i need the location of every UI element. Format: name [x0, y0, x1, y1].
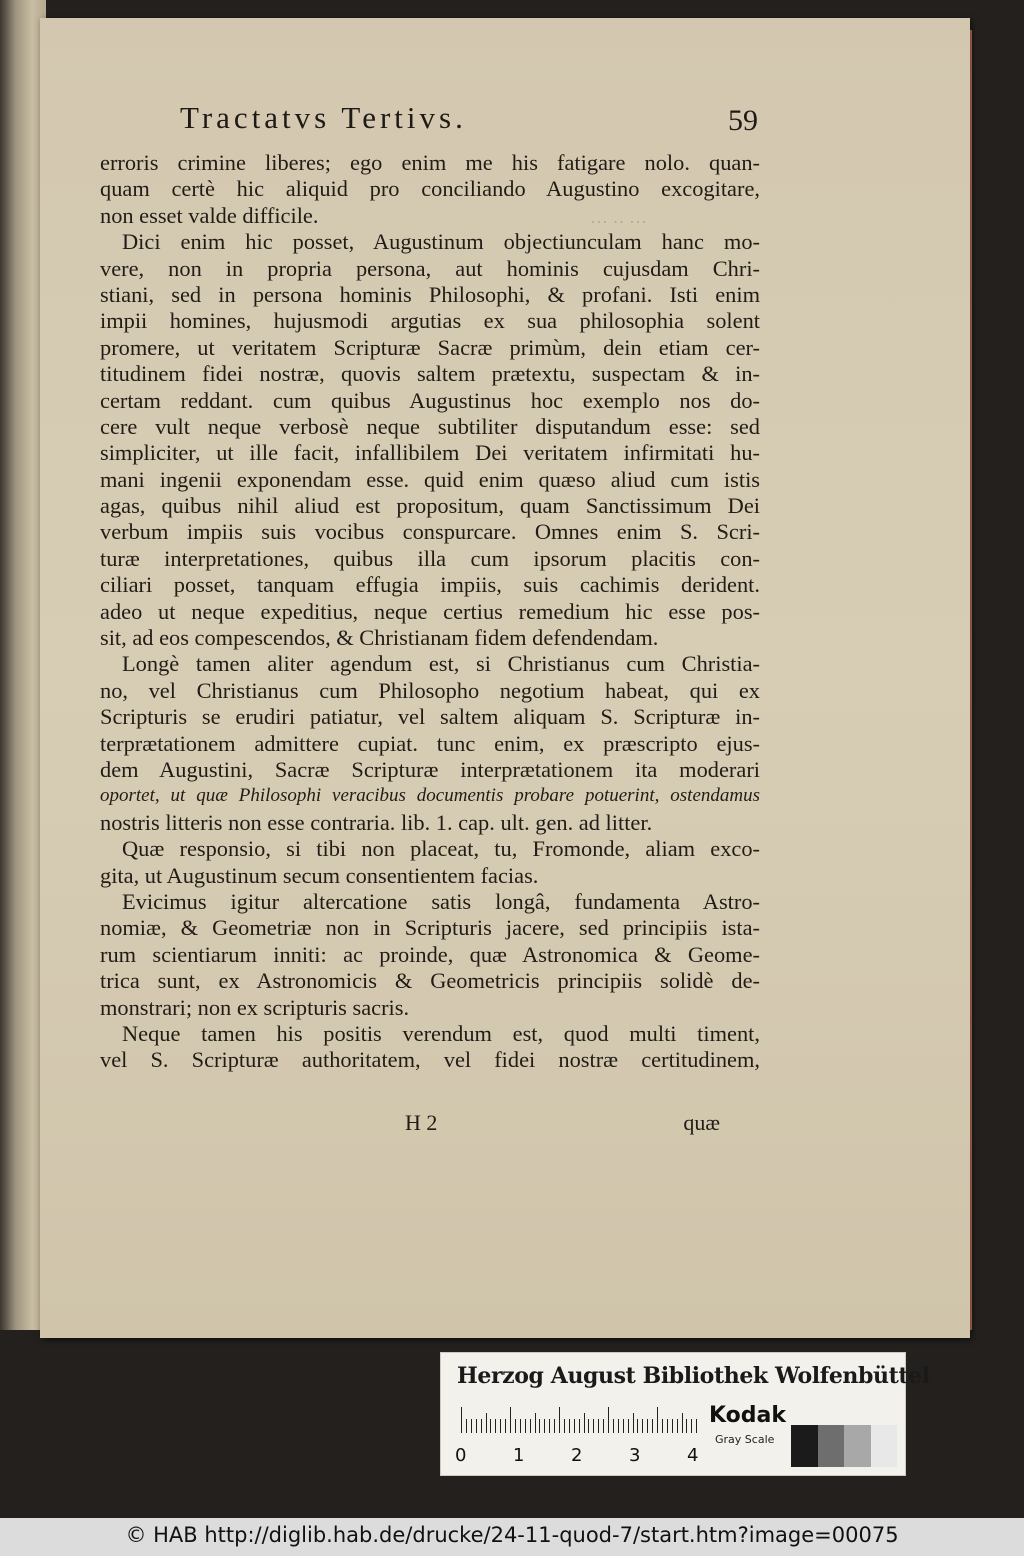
text-line: erroris crimine liberes; ego enim me his fatigare nolo. quan- [100, 150, 760, 175]
text-line: non esset valde difficile. [100, 202, 319, 228]
ruler-tick [515, 1419, 516, 1433]
library-name: Herzog August Bibliothek Wolfenbüttel [457, 1363, 930, 1389]
text-line: promere, ut veritatem Scripturæ Sacræ primùm, dein etiam cer- [100, 334, 760, 360]
gray-scale-label: Gray Scale [715, 1433, 775, 1446]
ruler-tick [530, 1419, 531, 1433]
text-line: adeo ut neque expeditius, neque certius remedium hic esse pos- [100, 598, 760, 624]
ruler-tick [495, 1419, 496, 1433]
text-line: gita, ut Augustinum secum consentientem facias. [100, 862, 539, 888]
text-line: Neque tamen his positis verendum est, quod multi timent, [122, 1020, 760, 1046]
gray-swatch [791, 1425, 818, 1467]
text-line: oportet, ut quæ Philosophi veracibus documentis probare potuerint, ostendamus [100, 785, 760, 807]
gray-swatch [844, 1425, 871, 1467]
gray-swatch [818, 1425, 845, 1467]
text-line: sit, ad eos compescendos, & Christianam fidem defendendam. [100, 625, 659, 651]
text-line: simpliciter, ut ille facit, infallibilem Dei veritatem infirmitati hu- [100, 440, 760, 466]
ruler-tick [471, 1419, 472, 1433]
ruler-tick [598, 1419, 599, 1433]
ruler-tick [461, 1407, 462, 1433]
ruler-tick [505, 1419, 506, 1433]
ruler-tick [652, 1419, 653, 1433]
kodak-logo: Kodak [709, 1403, 786, 1428]
text-line: Dici enim hic posset, Augustinum objectiunculam hanc mo- [122, 229, 760, 255]
ruler-tick [593, 1419, 594, 1433]
ruler-tick [642, 1419, 643, 1433]
ruler-tick [559, 1407, 560, 1433]
ruler-tick [554, 1419, 555, 1433]
text-line: Evicimus igitur altercatione satis longâ, fundamenta Astro- [122, 888, 760, 914]
ruler-tick [588, 1419, 589, 1433]
body-text [100, 150, 760, 1074]
text-line: Quæ responsio, si tibi non placeat, tu, Fromonde, aliam exco- [122, 836, 760, 862]
ruler-tick [564, 1419, 565, 1433]
text-line: nostris litteris non esse contraria. lib. 1. cap. ult. gen. ad litter. [100, 809, 653, 835]
ruler-number: 2 [571, 1445, 583, 1466]
ruler-tick [667, 1419, 668, 1433]
text-line: rum scientiarum inniti: ac proinde, quæ Astronomica & Geome- [100, 941, 760, 967]
text-line: agas, quibus nihil aliud est propositum, quam Sanctissimum Dei [100, 493, 760, 519]
text-line: no, vel Christianus cum Philosopho negotium habeat, qui ex [100, 677, 760, 703]
text-line: nomiæ, & Geometriæ non in Scripturis jacere, sed principiis ista- [100, 915, 760, 941]
ruler-tick [490, 1419, 491, 1433]
catchword: quæ [683, 1110, 720, 1135]
ruler-tick [466, 1419, 467, 1433]
ruler-number: 3 [629, 1445, 641, 1466]
text-line: impii homines, hujusmodi argutias ex sua philosophia solent [100, 308, 760, 334]
gray-swatch [871, 1425, 898, 1467]
ruler-tick [500, 1419, 501, 1433]
ruler-tick [633, 1413, 634, 1433]
ruler-tick [535, 1413, 536, 1433]
text-line: terprætationem admittere cupiat. tunc enim, ex præscripto ejus- [100, 730, 760, 756]
text-line: monstrari; non ex scripturis sacris. [100, 994, 410, 1020]
ruler-tick [647, 1419, 648, 1433]
ruler-tick [682, 1413, 683, 1433]
ruler-tick [549, 1419, 550, 1433]
ruler-scale [457, 1405, 701, 1441]
ruler-tick [510, 1407, 511, 1433]
gray-swatches [791, 1425, 897, 1467]
ruler-number: 0 [455, 1445, 467, 1466]
ruler-tick [662, 1419, 663, 1433]
ruler-tick [486, 1413, 487, 1433]
show-through-text: ··· ·· ··· [590, 212, 647, 232]
text-line: quam certè hic aliquid pro conciliando Augustino excogitare, [100, 176, 760, 202]
text-line: Longè tamen aliter agendum est, si Christianus cum Christia- [122, 651, 760, 677]
ruler-tick [584, 1413, 585, 1433]
ruler-tick [520, 1419, 521, 1433]
ruler-tick [608, 1407, 609, 1433]
color-calibration-card [440, 1352, 930, 1476]
ruler-tick [691, 1419, 692, 1433]
ruler-tick [539, 1419, 540, 1433]
ruler-tick [613, 1419, 614, 1433]
text-line: turæ interpretationes, quibus illa cum ipsorum placitis con- [100, 545, 760, 571]
ruler-tick [525, 1419, 526, 1433]
text-line: titudinem fidei nostræ, quovis saltem prætextu, suspectam & in- [100, 361, 760, 387]
ruler-tick [623, 1419, 624, 1433]
text-line: stiani, sed in persona hominis Philosophi, & profani. Isti enim [100, 281, 760, 307]
text-line: mani ingenii exponendam esse. quid enim quæso aliud cum istis [100, 466, 760, 492]
ruler-tick [569, 1419, 570, 1433]
running-head [180, 100, 770, 146]
ruler-tick [574, 1419, 575, 1433]
text-line: verbum impiis suis vocibus conspurcare. Omnes enim S. Scri- [100, 519, 760, 545]
ruler-tick [628, 1419, 629, 1433]
ruler-tick [672, 1419, 673, 1433]
credit-bar [0, 1518, 1024, 1556]
text-line: trica sunt, ex Astronomicis & Geometricis principiis solidè de- [100, 968, 760, 994]
ruler-tick [677, 1419, 678, 1433]
page-footer [110, 1110, 720, 1140]
page-number: 59 [728, 104, 758, 137]
ruler-tick [476, 1419, 477, 1433]
text-line: Scripturis se erudiri patiatur, vel saltem aliquam S. Scripturæ in- [100, 704, 760, 730]
text-line: cere vult neque verbosè neque subtiliter disputandum esse: sed [100, 413, 760, 439]
text-line: certam reddant. cum quibus Augustinus hoc exemplo nos do- [100, 387, 760, 413]
ruler-tick [657, 1407, 658, 1433]
ruler-tick [637, 1419, 638, 1433]
ruler-tick [618, 1419, 619, 1433]
signature-mark: H 2 [405, 1110, 438, 1135]
ruler-tick [481, 1419, 482, 1433]
ruler-tick [696, 1419, 697, 1433]
credit-link[interactable]: © HAB http://diglib.hab.de/drucke/24-11-quod-7/start.htm?image=00075 [125, 1523, 899, 1547]
ruler-number: 1 [513, 1445, 525, 1466]
ruler-numbers [453, 1445, 713, 1469]
text-line: ciliari posset, tanquam effugia impiis, suis cachimis derident. [100, 572, 760, 598]
text-line: vel S. Scripturæ authoritatem, vel fidei nostræ certitudinem, [100, 1047, 760, 1073]
ruler-tick [579, 1419, 580, 1433]
text-line: vere, non in propria persona, aut hominis cujusdam Chri- [100, 255, 760, 281]
ruler-tick [544, 1419, 545, 1433]
ruler-tick [686, 1419, 687, 1433]
running-title: Tractatvs Tertivs. [180, 100, 467, 135]
ruler-tick [603, 1419, 604, 1433]
ruler-number: 4 [687, 1445, 699, 1466]
text-line: dem Augustini, Sacræ Scripturæ interprætationem ita moderari [100, 756, 760, 782]
